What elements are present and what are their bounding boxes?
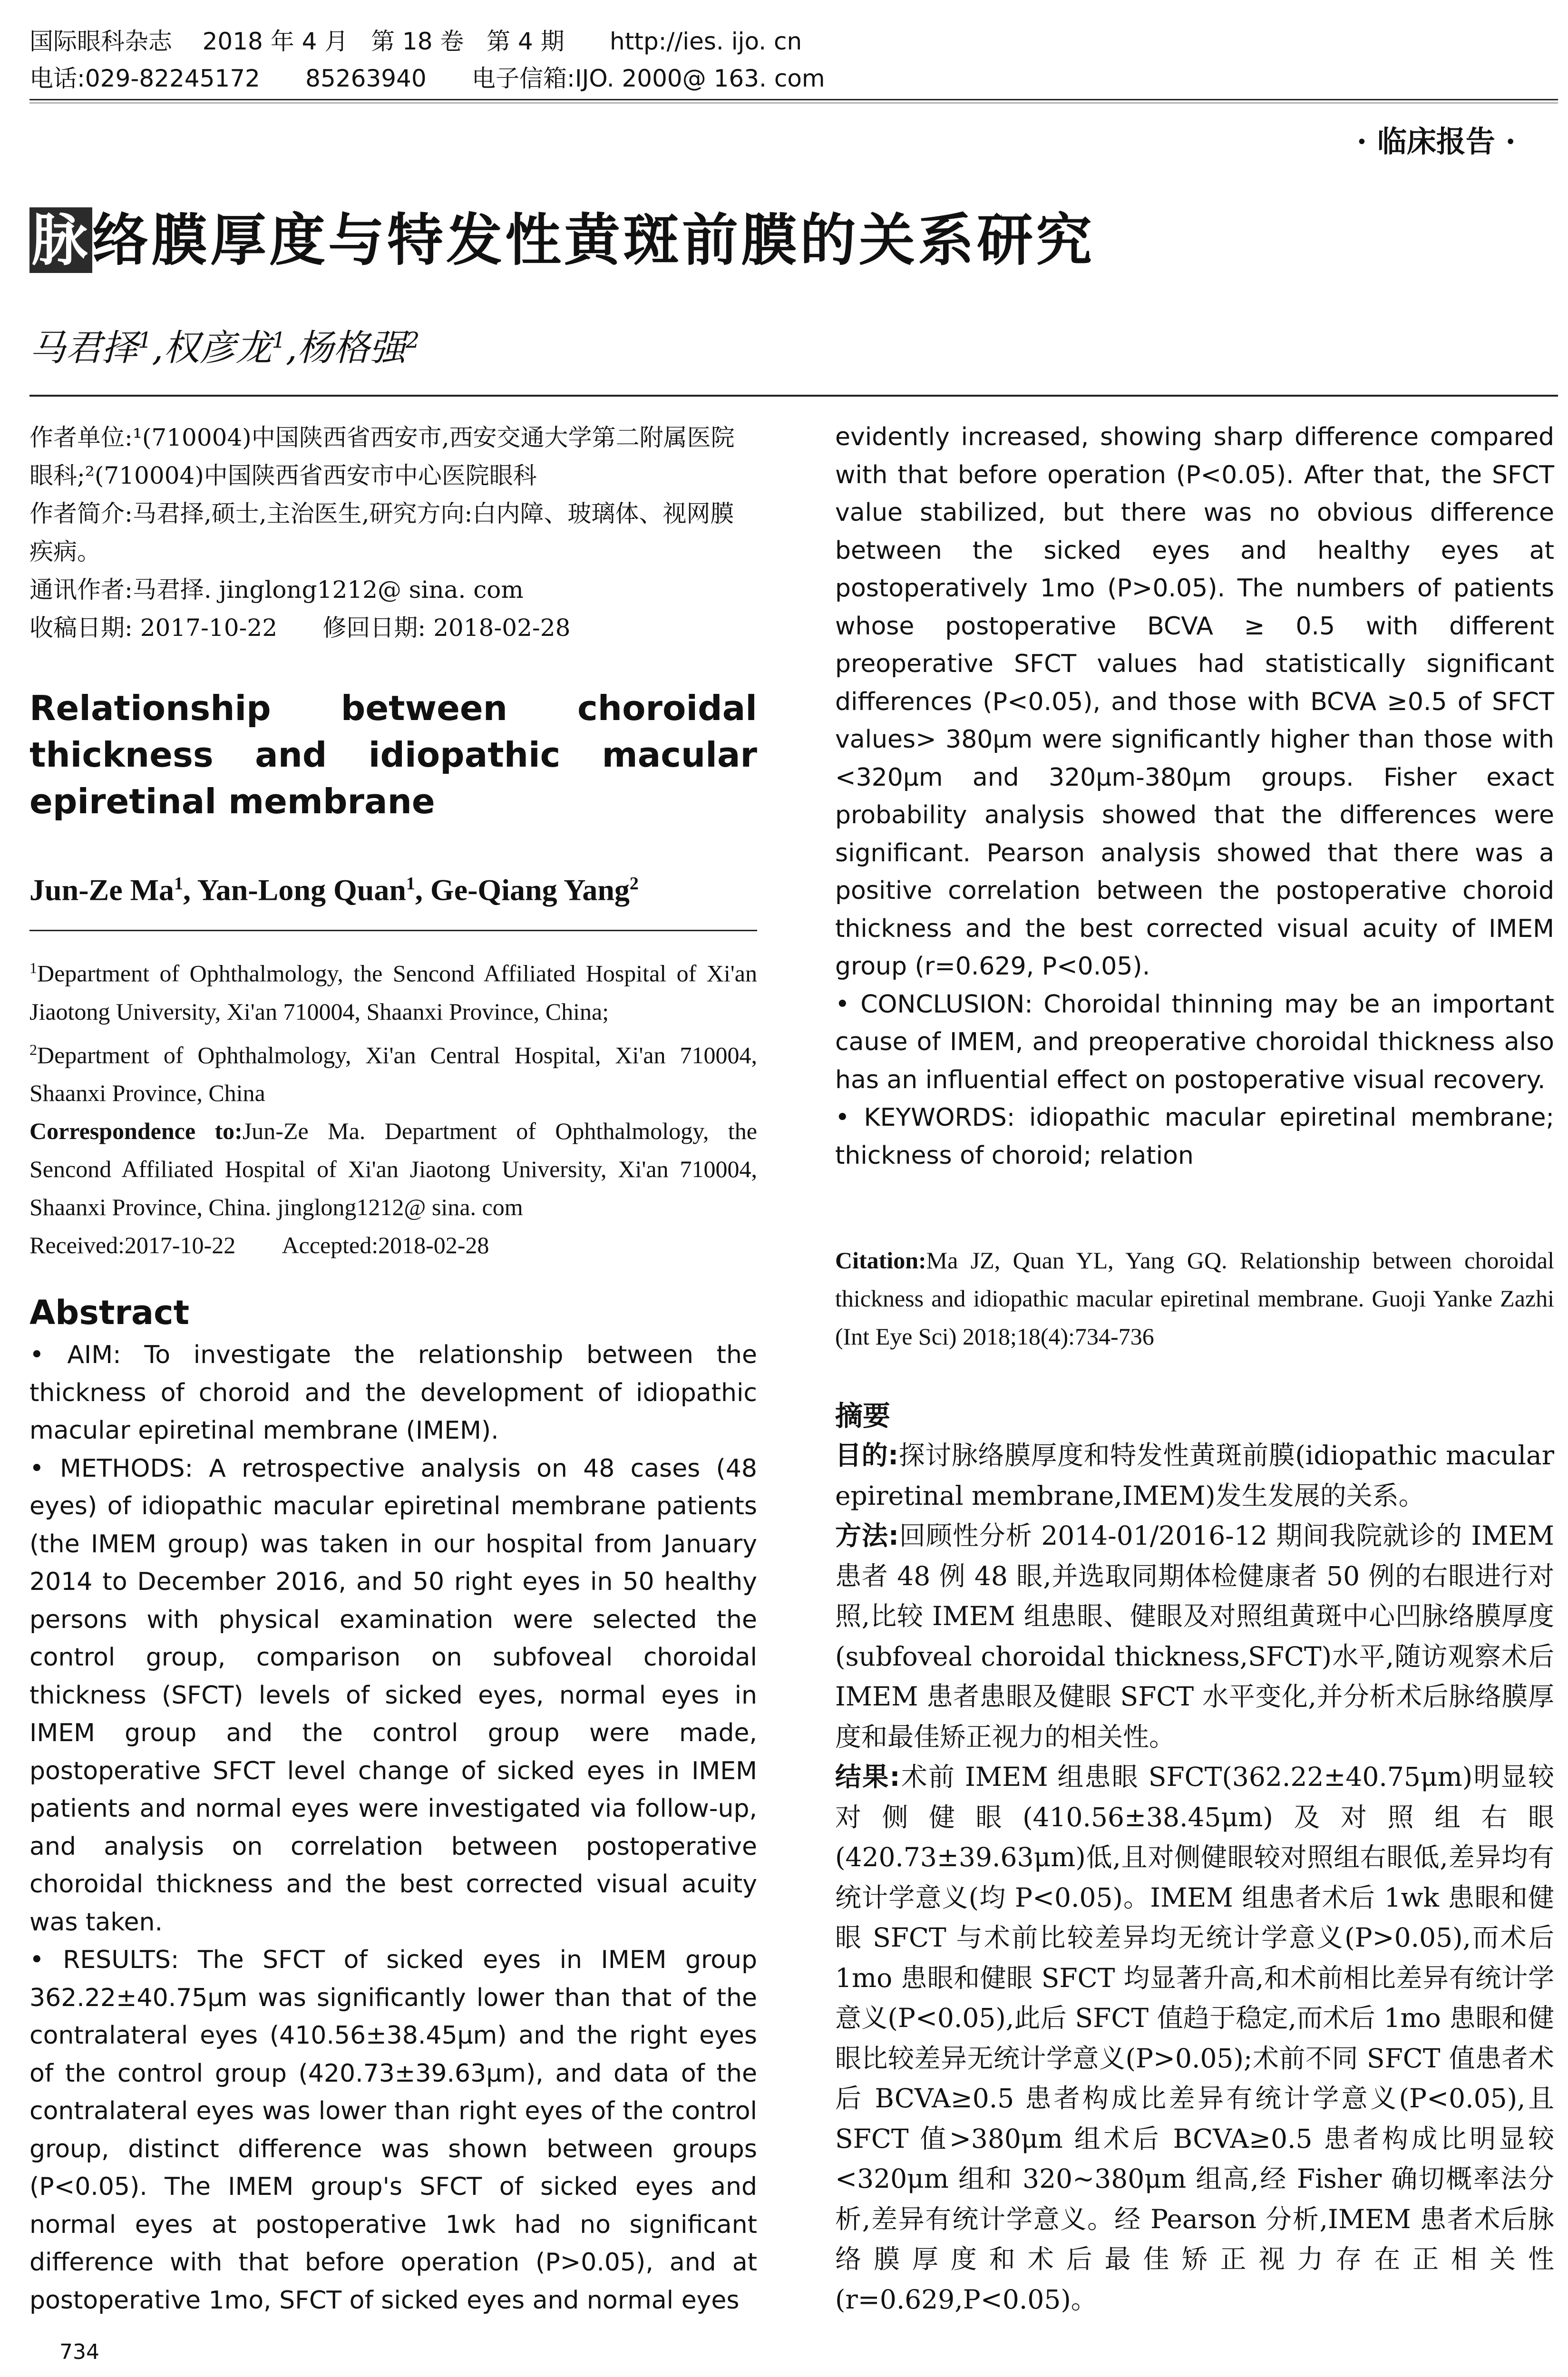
author-cn: 权彦龙 bbox=[163, 326, 272, 369]
author-sup: 1 bbox=[174, 874, 183, 894]
affiliations-en bbox=[29, 949, 757, 1264]
author-en: Yan-Long Quan bbox=[197, 873, 406, 907]
journal-header-line2: 电话:029-82245172 85263940 电子信箱:IJO. 2000@ 163. com bbox=[29, 65, 825, 92]
correspondence-text: Jun-Ze Ma. Department of Ophthalmology, the Sencond Affiliated Hospital of Xi'an Jiaotong University, Xi'an 710004, Shaanxi Province, China. jinglong1212@ sina. com bbox=[29, 1118, 757, 1221]
cn-meta-block bbox=[29, 419, 757, 647]
author-en: Jun-Ze Ma bbox=[29, 873, 174, 907]
cn-dates: 收稿日期: 2017-10-22 修回日期: 2018-02-28 bbox=[29, 614, 571, 642]
page-number: 734 bbox=[59, 2340, 99, 2364]
citation-label: Citation: bbox=[835, 1247, 926, 1274]
cn-abstract-label: 目的: bbox=[835, 1440, 899, 1471]
cn-abstract bbox=[835, 1435, 1554, 2319]
authors-cn: 马君择$^1$,权彦龙$^1$,杨格强$^2$ bbox=[29, 326, 420, 369]
authors-en: Jun-Ze Ma$^1$, Yan-Long Quan$^1$, Ge-Qiang Yang$^2$ bbox=[29, 873, 639, 907]
cn-affiliation: 作者单位:¹(710004)中国陕西省西安市,西安交通大学第二附属医院眼科;²(710004)中国陕西省西安市中心医院眼科 bbox=[29, 424, 735, 489]
header-rule-top bbox=[29, 99, 1558, 100]
cn-abstract-label: 结果: bbox=[835, 1762, 900, 1792]
affiliation-1 bbox=[29, 949, 757, 1031]
affiliation-text: Department of Ophthalmology, Xi'an Central Hospital, Xi'an 710004, Shaanxi Province, China bbox=[29, 1042, 757, 1107]
section-label: · 临床报告 · bbox=[1356, 124, 1516, 159]
correspondence-en bbox=[29, 1112, 757, 1226]
affiliation-sup: 2 bbox=[29, 1041, 37, 1058]
affiliation-2 bbox=[29, 1031, 757, 1112]
cn-abstract-text: 术前 IMEM 组患眼 SFCT(362.22±40.75μm)明显较对侧健眼(410.56±38.45μm)及对照组右眼(420.73±39.63μm)低,且对侧健眼较对照组右眼低,差异均有统计学意义(均 P<0.05)。IMEM 组患者术后 1wk 患眼和健眼 SFCT 与术前比较差异均无统计学意义(P>0.05),而术后 1mo 患眼和健眼 SFCT 均显著升高,和术前相比差异有统计学意义(P<0.05),此后 SFCT 值趋于稳定,而术后 1mo 患眼和健眼比较差异无统计学意义(P>0.05);术前不同 SFCT 值患者术后 BCVA≥0.5 患者构成比差异有统计学意义(P<0.05),且 SFCT 值>380μm 组术后 BCVA≥0.5 患者构成比明显较<320μm 组和 320~380μm 组高,经 Fisher 确切概率法分析,差异有统计学意义。经 Pearson 分析,IMEM 患者术后脉络膜厚度和术后最佳矫正视力存在正相关性(r=0.629,P<0.05)。 bbox=[835, 1762, 1554, 2315]
cn-abstract-text: 探讨脉络膜厚度和特发性黄斑前膜(idiopathic macular epiretinal membrane,IMEM)发生发展的关系。 bbox=[835, 1440, 1555, 1511]
author-cn: 杨格强 bbox=[297, 326, 406, 369]
affiliation-sup: 1 bbox=[29, 959, 37, 976]
abstract-conclusion: • CONCLUSION: Choroidal thinning may be an important cause of IMEM, and preoperative choroidal thickness also has an influential effect on postoperative visual recovery. bbox=[835, 990, 1554, 1094]
abstract-methods: • METHODS: A retrospective analysis on 48 cases (48 eyes) of idiopathic macular epiretinal membrane patients (the IMEM group) was taken in our hospital from January 2014 to December 2016, and 50 right eyes in 50 healthy persons with physical examination were selected the control group, comparison on subfoveal choroidal thickness (SFCT) levels of sicked eyes, normal eyes in IMEM group and the control group were made, postoperative SFCT level change of sicked eyes in IMEM patients and normal eyes were investigated via follow-up, and analysis on correlation between postoperative choroidal thickness and the best corrected visual acuity was taken. bbox=[29, 1454, 757, 1937]
title-divider bbox=[29, 395, 1558, 397]
cn-abstract-methods bbox=[835, 1516, 1554, 1757]
cn-abstract-text: 回顾性分析 2014-01/2016-12 期间我院就诊的 IMEM 患者 48 例 48 眼,并选取同期体检健康者 50 例的右眼进行对照,比较 IMEM 组患眼、健眼及对照组黄斑中心凹脉络膜厚度(subfoveal choroidal thickness,SFCT)水平,随访观察术后 IMEM 患者患眼及健眼 SFCT 水平变化,并分析术后脉络膜厚度和最佳矫正视力的相关性。 bbox=[835, 1520, 1554, 1752]
affiliation-text: Department of Ophthalmology, the Sencond Affiliated Hospital of Xi'an Jiaotong University, Xi'an 710004, Shaanxi Province, China; bbox=[29, 960, 757, 1025]
abstract-results-cont: evidently increased, showing sharp difference compared with that before operation (P<0.05). After that, the SFCT value stabilized, but there was no obvious difference between the sicked eyes and healthy eyes at postoperatively 1mo (P>0.05). The numbers of patients whose postoperative BCVA ≥ 0.5 with different preoperative SFCT values had statistically significant differences (P<0.05), and those with BCVA ≥0.5 of SFCT values> 380μm were significantly higher than those with <320μm and 320μm-380μm groups. Fisher exact probability analysis showed that the differences were significant. Pearson analysis showed that there was a positive correlation between the postoperative choroid thickness and the best corrected visual acuity of IMEM group (r=0.629, P<0.05). bbox=[835, 423, 1554, 981]
cn-abstract-heading: 摘要 bbox=[835, 1400, 891, 1432]
author-sup: 1 bbox=[272, 327, 286, 353]
correspondence-label: Correspondence to: bbox=[29, 1118, 243, 1145]
abstract-aim: • AIM: To investigate the relationship between the thickness of choroid and the development of idiopathic macular epiretinal membrane (IMEM). bbox=[29, 1341, 757, 1445]
article-title-cn bbox=[29, 205, 1095, 276]
citation-text: Ma JZ, Quan YL, Yang GQ. Relationship between choroidal thickness and idiopathic macular epiretinal membrane. Guoji Yanke Zazhi (Int Eye Sci) 2018;18(4):734-736 bbox=[835, 1247, 1554, 1350]
author-cn: 马君择 bbox=[29, 326, 138, 369]
author-sup: 2 bbox=[405, 327, 420, 353]
author-sup: 1 bbox=[406, 874, 415, 894]
abstract-heading: Abstract bbox=[29, 1293, 190, 1332]
cn-correspondence: 通讯作者:马君择. jinglong1212@ sina. com bbox=[29, 576, 524, 604]
authors-divider bbox=[29, 930, 757, 931]
author-sup: 1 bbox=[138, 327, 152, 353]
journal-header-line1: 国际眼科杂志 2018 年 4 月 第 18 卷 第 4 期 http://ies. ijo. cn bbox=[29, 28, 802, 55]
author-en: Ge-Qiang Yang bbox=[430, 873, 630, 907]
abstract-left bbox=[29, 1336, 757, 2319]
abstract-keywords: • KEYWORDS: idiopathic macular epiretinal membrane; thickness of choroid; relation bbox=[835, 1103, 1554, 1170]
cn-author-bio: 作者简介:马君择,硕士,主治医生,研究方向:白内障、玻璃体、视网膜疾病。 bbox=[29, 500, 734, 565]
article-title-en: Relationship between choroidal thickness and idiopathic macular epiretinal membrane bbox=[29, 688, 757, 821]
author-sup: 2 bbox=[629, 874, 639, 894]
cn-abstract-results bbox=[835, 1757, 1554, 2319]
citation bbox=[835, 1241, 1554, 1355]
abstract-results: • RESULTS: The SFCT of sicked eyes in IMEM group 362.22±40.75μm was significantly lower than that of the contralateral eyes (410.56±38.45μm) and the right eyes of the control group (420.73±39.63μm), and data of the contralateral eyes was lower than right eyes of the control group, distinct difference was shown between groups (P<0.05). The IMEM group's SFCT of sicked eyes and normal eyes at postoperative 1wk had no significant difference with that before operation (P>0.05), and at postoperative 1mo, SFCT of sicked eyes and normal eyes bbox=[29, 1946, 757, 2315]
abstract-right bbox=[835, 419, 1554, 1175]
cn-abstract-aim bbox=[835, 1435, 1554, 1516]
cn-abstract-label: 方法: bbox=[835, 1520, 899, 1551]
title-rest: 络膜厚度与特发性黄斑前膜的关系研究 bbox=[92, 207, 1095, 273]
title-first-char: 脉 bbox=[29, 207, 92, 273]
dates-en: Received:2017-10-22 Accepted:2018-02-28 bbox=[29, 1232, 489, 1259]
